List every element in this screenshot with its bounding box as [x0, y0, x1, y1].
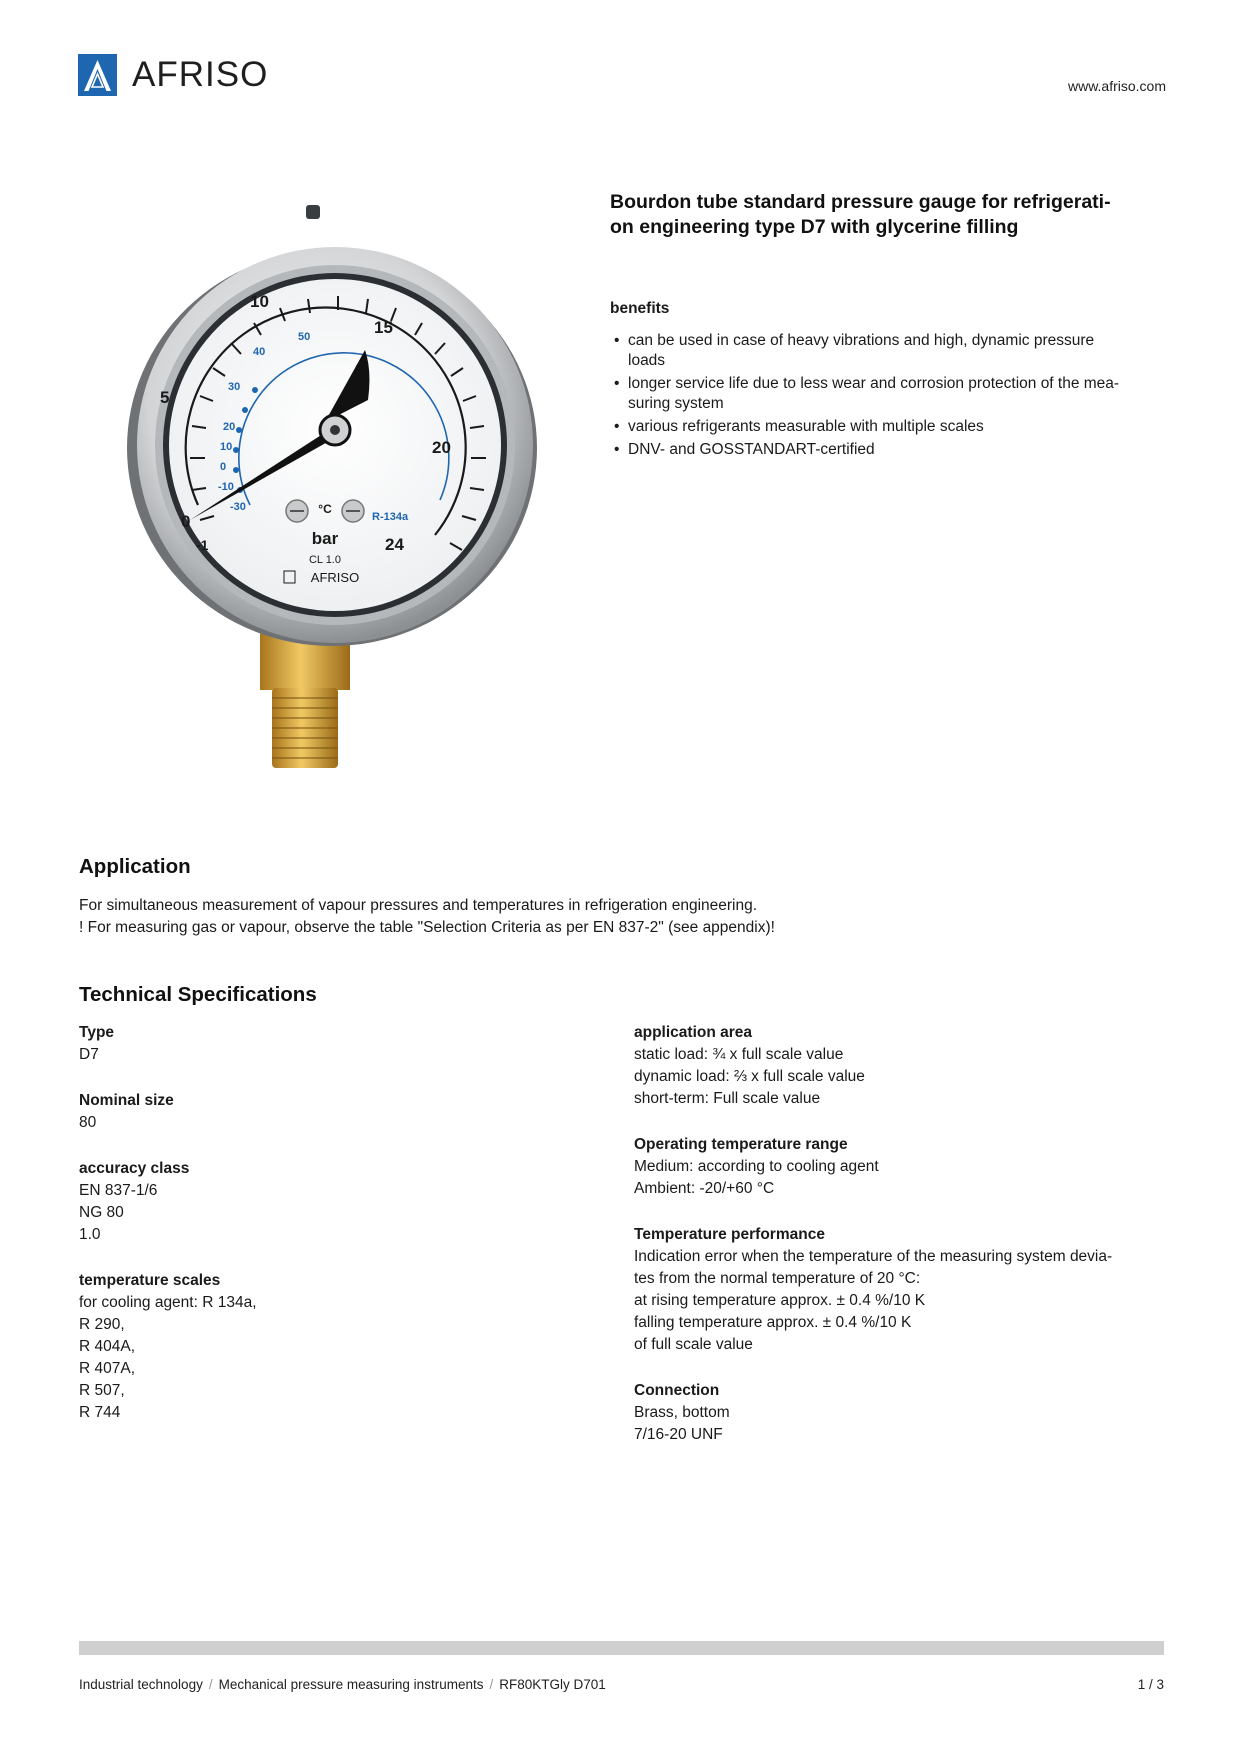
benefit-line: suring system: [628, 395, 724, 412]
spec-value: R 507,: [79, 1382, 125, 1399]
benefit-line: loads: [628, 352, 666, 369]
spec-value: D7: [79, 1046, 99, 1063]
spec-block: [634, 1134, 1174, 1200]
spec-value: R 290,: [79, 1316, 125, 1333]
gauge-refrigerant-label: R-134a: [372, 511, 409, 523]
spec-label: Temperature performance: [634, 1226, 825, 1243]
application-title: Application: [79, 855, 191, 878]
gauge-inner-label: 30: [228, 381, 241, 393]
gauge-brand: AFRISO: [310, 570, 360, 585]
spec-block: [79, 1022, 599, 1066]
spec-label: Type: [79, 1024, 115, 1041]
spec-value: dynamic load: ⅔ x full scale value: [634, 1068, 865, 1085]
spec-block: [634, 1380, 1174, 1446]
benefit-item: [612, 417, 1172, 437]
gauge-outer-label: 20: [432, 438, 451, 457]
product-image-pressure-gauge: [110, 200, 560, 780]
footer-bar: [79, 1641, 1164, 1655]
benefit-line: • can be used in case of heavy vibrations and high, dynamic pressure: [628, 332, 1095, 349]
product-title-line: Bourdon tube standard pressure gauge for refrigerati-: [610, 191, 1111, 213]
benefit-line: • various refrigerants measurable with multiple scales: [628, 418, 984, 435]
spec-value: 80: [79, 1114, 97, 1131]
gauge-inner-label: 0: [220, 461, 227, 473]
breadcrumb-item[interactable]: Industrial technology: [79, 1677, 203, 1692]
spec-block: [79, 1270, 599, 1424]
benefit-item: [612, 440, 1172, 460]
spec-value: Brass, bottom: [634, 1404, 730, 1421]
benefit-line: • longer service life due to less wear and corrosion protection of the mea-: [628, 375, 1120, 392]
spec-label: application area: [634, 1024, 753, 1041]
afriso-logo-text: AFRISO: [132, 55, 269, 94]
spec-value: 7/16-20 UNF: [634, 1426, 723, 1443]
gauge-inner-label: 20: [223, 421, 236, 433]
spec-label: Nominal size: [79, 1092, 174, 1109]
spec-column-left: [79, 1022, 599, 1448]
gauge-outer-label: 24: [385, 535, 404, 554]
gauge-inner-label: 10: [220, 441, 233, 453]
spec-value: falling temperature approx. ± 0.4 %/10 K: [634, 1314, 912, 1331]
spec-value: R 404A,: [79, 1338, 136, 1355]
spec-label: temperature scales: [79, 1272, 221, 1289]
gauge-outer-label: 0: [181, 512, 191, 531]
spec-value: NG 80: [79, 1204, 124, 1221]
gauge-outer-label: -1: [196, 537, 209, 553]
spec-value: tes from the normal temperature of 20 °C:: [634, 1270, 921, 1287]
application-line: For simultaneous measurement of vapour pressures and temperatures in refrigeration engineering.: [79, 897, 758, 914]
spec-value: static load: ¾ x full scale value: [634, 1046, 844, 1063]
benefit-line: • DNV- and GOSSTANDART-certified: [628, 441, 875, 458]
gauge-unit: bar: [311, 529, 339, 548]
gauge-outer-label: 15: [374, 318, 393, 337]
gauge-inner-label: 40: [253, 346, 266, 358]
gauge-temp-unit: °C: [318, 502, 332, 516]
application-line: ! For measuring gas or vapour, observe the table "Selection Criteria as per EN 837-2" (see appendix)!: [79, 919, 775, 936]
spec-value: Ambient: -20/+60 °C: [634, 1180, 775, 1197]
product-title-line: on engineering type D7 with glycerine filling: [610, 216, 1019, 238]
gauge-outer-label: 5: [160, 388, 170, 407]
spec-label: Operating temperature range: [634, 1136, 848, 1153]
spec-value: short-term: Full scale value: [634, 1090, 821, 1107]
spec-value: for cooling agent: R 134a,: [79, 1294, 257, 1311]
spec-column-right: [634, 1022, 1174, 1470]
footer-breadcrumb: [79, 1677, 606, 1692]
spec-value: EN 837-1/6: [79, 1182, 158, 1199]
gauge-inner-label: 50: [298, 331, 311, 343]
spec-value: at rising temperature approx. ± 0.4 %/10 K: [634, 1292, 926, 1309]
breadcrumb-item[interactable]: Mechanical pressure measuring instruments: [218, 1677, 484, 1692]
afriso-logo-mark-icon: [78, 54, 117, 96]
spec-value: 1.0: [79, 1226, 101, 1243]
spec-value: of full scale value: [634, 1336, 753, 1353]
spec-value: R 407A,: [79, 1360, 136, 1377]
application-text: [79, 895, 1079, 939]
spec-block: [634, 1022, 1174, 1110]
breadcrumb-separator: /: [489, 1677, 494, 1692]
website-link[interactable]: www.afriso.com: [1067, 78, 1166, 94]
gauge-outer-label: 10: [250, 292, 269, 311]
spec-value: Medium: according to cooling agent: [634, 1158, 879, 1175]
benefit-item: [612, 374, 1172, 414]
gauge-inner-label: -10: [218, 481, 234, 493]
afriso-logo: [78, 54, 308, 96]
tech-specs-title: Technical Specifications: [79, 983, 317, 1006]
spec-label: Connection: [634, 1382, 720, 1399]
gauge-class: CL 1.0: [308, 554, 342, 566]
spec-value: R 744: [79, 1404, 121, 1421]
spec-block: [634, 1224, 1174, 1356]
spec-label: accuracy class: [79, 1160, 190, 1177]
breadcrumb-item[interactable]: RF80KTGly D701: [499, 1677, 606, 1692]
spec-value: Indication error when the temperature of the measuring system devia-: [634, 1248, 1113, 1265]
breadcrumb-separator: /: [208, 1677, 213, 1692]
gauge-inner-label: -30: [230, 501, 246, 513]
page-number: 1 / 3: [1137, 1677, 1164, 1692]
product-title: [610, 190, 1170, 240]
benefit-item: [612, 331, 1172, 371]
spec-block: [79, 1090, 599, 1134]
benefits-heading: benefits: [610, 300, 670, 317]
benefits-list: [612, 331, 1172, 463]
spec-block: [79, 1158, 599, 1246]
